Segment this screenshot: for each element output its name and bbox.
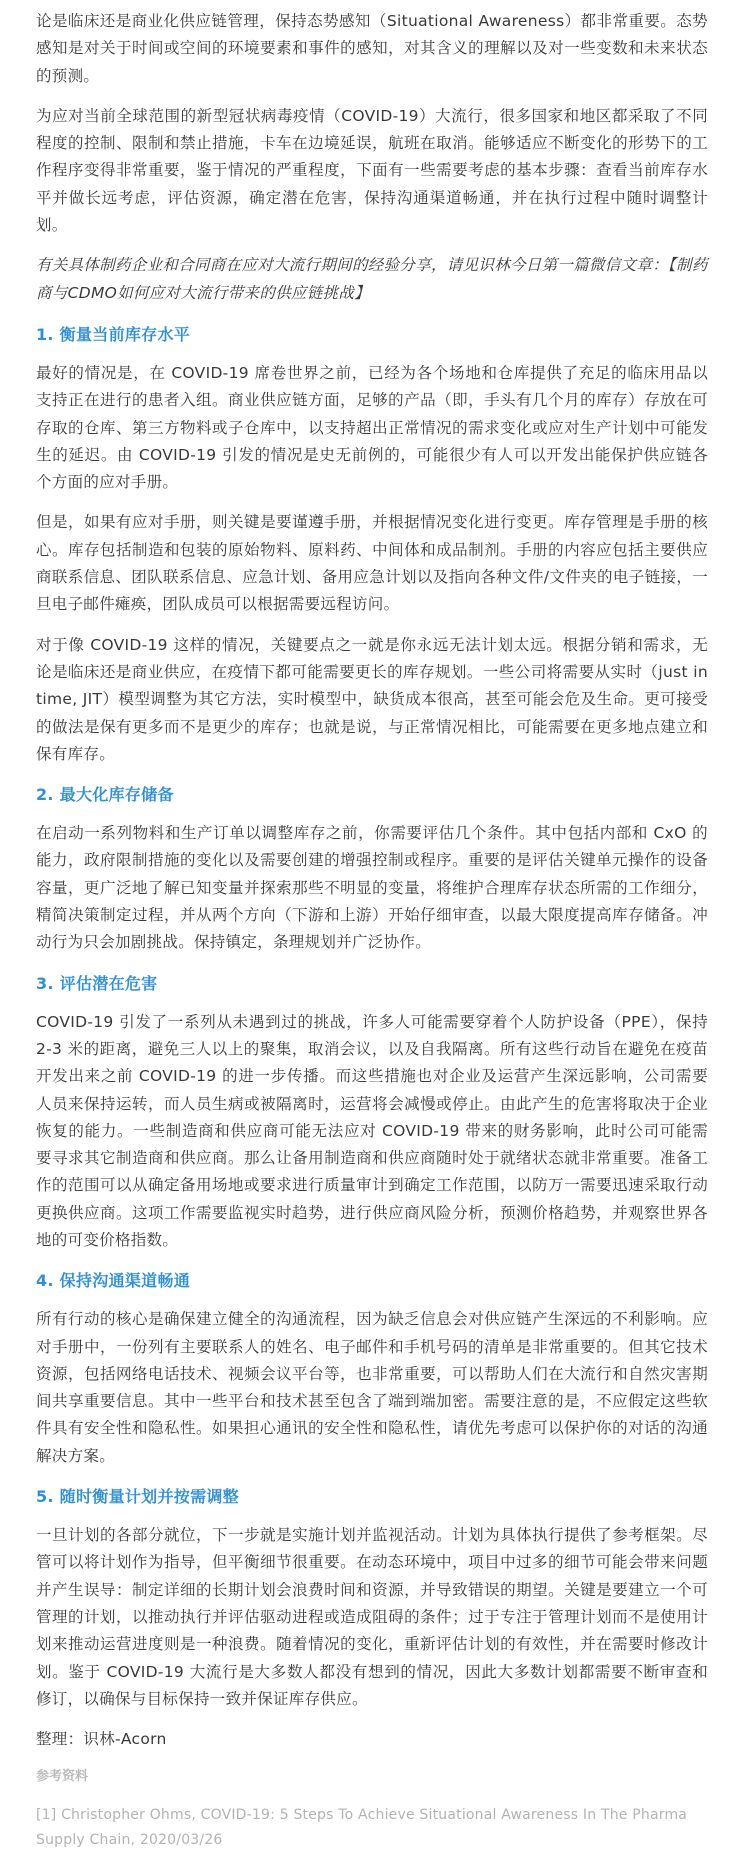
section-heading: 3. 评估潜在危害 [36, 973, 158, 993]
editor-signature: 整理：识林-Acorn [36, 1730, 167, 1749]
section-heading: 5. 随时衡量计划并按需调整 [36, 1487, 239, 1507]
section-paragraph: 但是，如果有应对手册，则关键是要谨遵手册，并根据情况变化进行变更。库存管理是手册的核心。库存包括制造和包装的原始物料、原料药、中间体和成品制剂。手册的内容应包括主要供应商联系信息、团队联系信息、应急计划、备用应急计划以及指向各种文件/文件夹的电子链接，一旦电子邮件瘫痪，团队成员可以根据需要远程访问。 [36, 513, 708, 614]
section-paragraph: COVID-19 引发了一系列从未遇到过的挑战，许多人可能需要穿着个人防护设备（PPE），保持 2-3 米的距离，避免三人以上的聚集，取消会议，以及自我隔离。所有这些行动旨在避免在疫苗开发出来之前 COVID-19 的进一步传播。而这些措施也对企业及运营产生深远影响，公司需要人员来保持运转，而人员生病或被隔离时，运营将会减慢或停止。由此产生的危害将取决于企业恢复的能力。一些制造商和供应商可能无法应对 COVID-19 带来的财务影响，此时公司可能需要寻求其它制造商和供应商。那么让备用制造商和供应商随时处于就绪状态就非常重要。准备工作的范围可以从确定备用场地或要求进行质量审计到确定工作范围，以防万一需要迅速采取行动更换供应商。这项工作需要监视实时趋势，进行供应商风险分析，预测价格趋势，并观察世界各地的可变价格指数。 [36, 1012, 708, 1249]
reference-item: [1] Christopher Ohms, COVID-19: 5 Steps To Achieve Situational Awareness In The Pharma Supply Chain, 2020/03/26 [36, 1807, 688, 1849]
section-heading: 1. 衡量当前库存水平 [36, 324, 191, 344]
intro-paragraph: 为应对当前全球范围的新型冠状病毒疫情（COVID-19）大流行，很多国家和地区都采取了不同程度的控制、限制和禁止措施，卡车在边境延误，航班在取消。能够适应不断变化的形势下的工作程序变得非常重要，鉴于情况的严重程度，下面有一些需要考虑的基本步骤：查看当前库存水平并做长远考虑，评估资源，确定潜在危害，保持沟通渠道畅通，并在执行过程中随时调整计划。 [36, 106, 708, 235]
section-heading: 2. 最大化库存储备 [36, 785, 174, 805]
intro-paragraph: 论是临床还是商业化供应链管理，保持态势感知（Situational Awareness）都非常重要。态势感知是对关于时间或空间的环境要素和事件的感知，对其含义的理解以及对一些变数和未来状态的预测。 [36, 12, 708, 85]
section-paragraph: 一旦计划的各部分就位，下一步就是实施计划并监视活动。计划为具体执行提供了参考框架。尽管可以将计划作为指导，但平衡细节很重要。在动态环境中，项目中过多的细节可能会带来问题并产生误导：制定详细的长期计划会浪费时间和资源，并导致错误的期望。关键是要建立一个可管理的计划，以推动执行并评估驱动进程或造成阻碍的条件；过于专注于管理计划而不是使用计划来推动运营进度则是一种浪费。随着情况的变化，重新评估计划的有效性，并在需要时修改计划。鉴于 COVID-19 大流行是大多数人都没有想到的情况，因此大多数计划都需要不断审查和修订，以确保与目标保持一致并保证库存供应。 [36, 1526, 708, 1708]
section-paragraph: 在启动一系列物料和生产订单以调整库存之前，你需要评估几个条件。其中包括内部和 CxO 的能力，政府限制措施的变化以及需要创建的增强控制或程序。重要的是评估关键单元操作的设备容量，更广泛地了解已知变量并探索那些不明显的变量，将维护合理库存状态所需的工作细分，精简决策制定过程，并从两个方向（下游和上游）开始仔细审查，以最大限度提高库存储备。冲动行为只会加剧挑战。保持镇定，条理规划并广泛协作。 [36, 824, 708, 952]
references-label: 参考资料 [36, 1769, 89, 1785]
section-heading: 4. 保持沟通渠道畅通 [36, 1271, 191, 1291]
section-paragraph: 所有行动的核心是确保建立健全的沟通流程，因为缺乏信息会对供应链产生深远的不利影响。应对手册中，一份列有主要联系人的姓名、电子邮件和手机号码的清单是非常重要的。但其它技术资源，包括网络电话技术、视频会议平台等，也非常重要，可以帮助人们在大流行和自然灾害期间共享重要信息。其中一些平台和技术甚至包含了端到端加密。需要注意的是，不应假定这些软件具有安全性和隐私性。如果担心通讯的安全性和隐私性，请优先考虑可以保护你的对话的沟通解决方案。 [36, 1310, 708, 1465]
section-paragraph: 对于像 COVID-19 这样的情况，关键要点之一就是你永远无法计划太远。根据分销和需求，无论是临床还是商业供应，在疫情下都可能需要更长的库存规划。一些公司将需要从实时（just in time, JIT）模型调整为其它方法，实时模型中，缺货成本很高，甚至可能会危及生命。更可接受的做法是保有更多而不是更少的库存；也就是说，与正常情况相比，可能需要在更多地点建立和保有库存。 [36, 635, 708, 763]
section-paragraph: 最好的情况是，在 COVID-19 席卷世界之前，已经为各个场地和仓库提供了充足的临床用品以支持正在进行的患者入组。商业供应链方面，足够的产品（即，手头有几个月的库存）存放在可存取的仓库、第三方物料或子仓库中，以支持超出正常情况的需求变化或应对生产计划中可能发生的延迟。由 COVID-19 引发的情况是史无前例的，可能很少有人可以开发出能保护供应链各个方面的应对手册。 [36, 363, 708, 492]
related-article-note: 有关具体制药企业和合同商在应对大流行期间的经验分享，请见识林今日第一篇微信文章：【制药商与CDMO如何应对大流行带来的供应链挑战】 [36, 256, 708, 302]
